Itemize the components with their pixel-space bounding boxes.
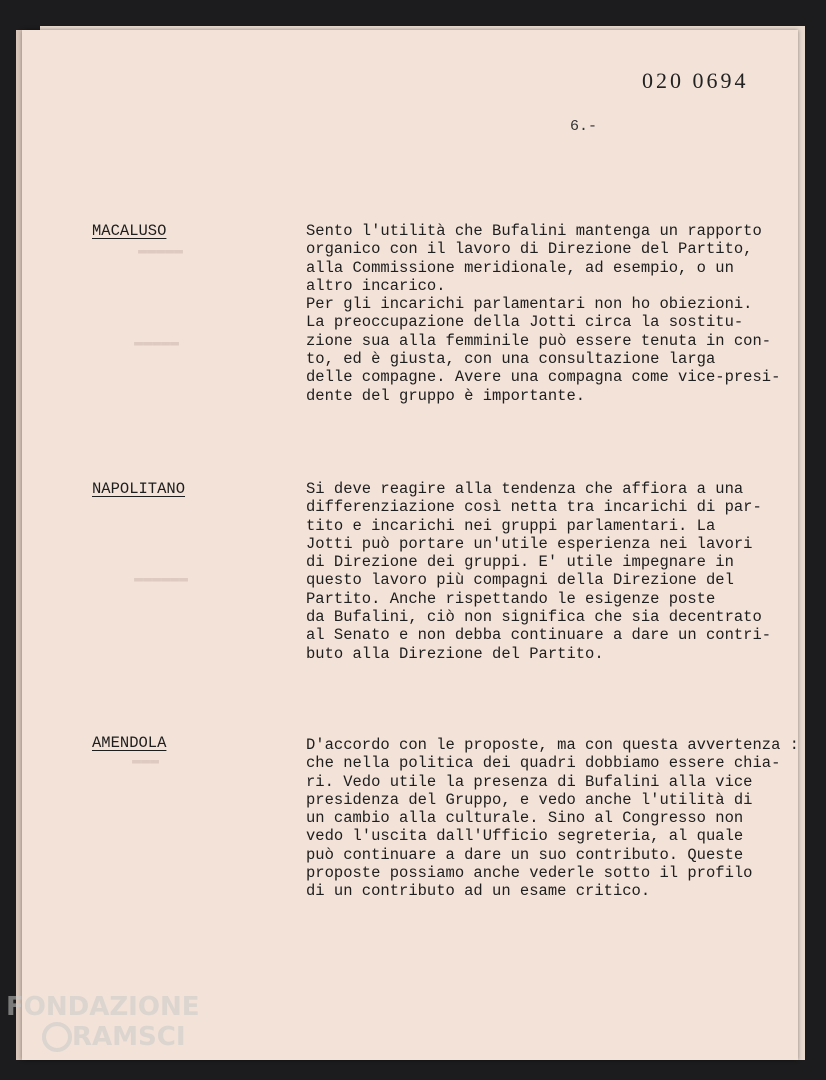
text-line: vedo l'uscita dall'Ufficio segreteria, al quale xyxy=(306,827,744,846)
bleed-through-mark: ▬▬▬ xyxy=(132,752,160,769)
text-line: presidenza del Gruppo, e vedo anche l'utilità di xyxy=(306,790,753,809)
speaker-name: NAPOLITANO xyxy=(92,480,186,498)
bleed-through-mark: ▬▬▬▬▬▬ xyxy=(134,570,189,587)
text-line: di Direzione dei gruppi. E' utile impegnare in xyxy=(306,553,734,572)
text-line: Sento l'utilità che Bufalini mantenga un rapporto xyxy=(306,222,762,240)
text-line: Jotti può portare un'utile esperienza nei lavori xyxy=(306,534,753,553)
text-line: zione sua alla femminile può essere tenuta in con- xyxy=(306,331,772,350)
text-line: Si deve reagire alla tendenza che affiora a una xyxy=(306,480,744,498)
speech-paragraph xyxy=(306,480,806,663)
speech-paragraph xyxy=(306,736,806,901)
text-line: questo lavoro più compagni della Direzione del xyxy=(306,571,734,590)
text-line: delle compagne. Avere una compagna come vice-presi- xyxy=(306,368,781,387)
text-line: di un contributo ad un esame critico. xyxy=(306,882,651,901)
text-line: Partito. Anche rispettando le esigenze poste xyxy=(306,589,716,608)
text-line: altro incarico. xyxy=(306,276,446,295)
text-line: organico con il lavoro di Direzione del Partito, xyxy=(306,240,753,259)
watermark-g-icon xyxy=(42,1022,72,1052)
bleed-through-mark: ▬▬▬▬▬ xyxy=(134,334,180,351)
text-line: tito e incarichi nei gruppi parlamentari. La xyxy=(306,516,716,535)
watermark-line-2: RAMSCI xyxy=(72,1022,186,1052)
text-line: ri. Vedo utile la presenza di Bufalini alla vice xyxy=(306,772,753,791)
fondazione-gramsci-watermark xyxy=(6,992,199,1052)
watermark-line-1: FONDAZIONE xyxy=(6,992,200,1022)
text-line: differenziazione così netta tra incarichi di par- xyxy=(306,498,762,517)
bleed-through-mark: ▬▬▬▬▬ xyxy=(138,242,184,259)
text-line: dente del gruppo è importante. xyxy=(306,386,586,405)
text-line: La preoccupazione della Jotti circa la sostitu- xyxy=(306,313,744,332)
speaker-name: AMENDOLA xyxy=(92,734,167,752)
text-line: da Bufalini, ciò non significa che sia decentrato xyxy=(306,608,762,627)
text-line: proposte possiamo anche vederle sotto il profilo xyxy=(306,864,753,883)
document-number: 020 0694 xyxy=(642,68,749,93)
text-line: Per gli incarichi parlamentari non ho obiezioni. xyxy=(306,295,753,314)
speaker-name: MACALUSO xyxy=(92,222,167,240)
text-line: che nella politica dei quadri dobbiamo essere chia- xyxy=(306,754,781,773)
text-line: buto alla Direzione del Partito. xyxy=(306,644,604,663)
page-number: 6.- xyxy=(570,118,598,135)
text-line: alla Commissione meridionale, ad esempio, o un xyxy=(306,258,734,277)
speech-paragraph xyxy=(306,222,806,405)
text-line: al Senato e non debba continuare a dare un contri- xyxy=(306,626,772,645)
text-line: to, ed è giusta, con una consultazione larga xyxy=(306,350,716,369)
text-line: può continuare a dare un suo contributo. Queste xyxy=(306,845,744,864)
text-line: D'accordo con le proposte, ma con questa avvertenza : xyxy=(306,736,799,754)
text-line: un cambio alla culturale. Sino al Congresso non xyxy=(306,809,744,828)
